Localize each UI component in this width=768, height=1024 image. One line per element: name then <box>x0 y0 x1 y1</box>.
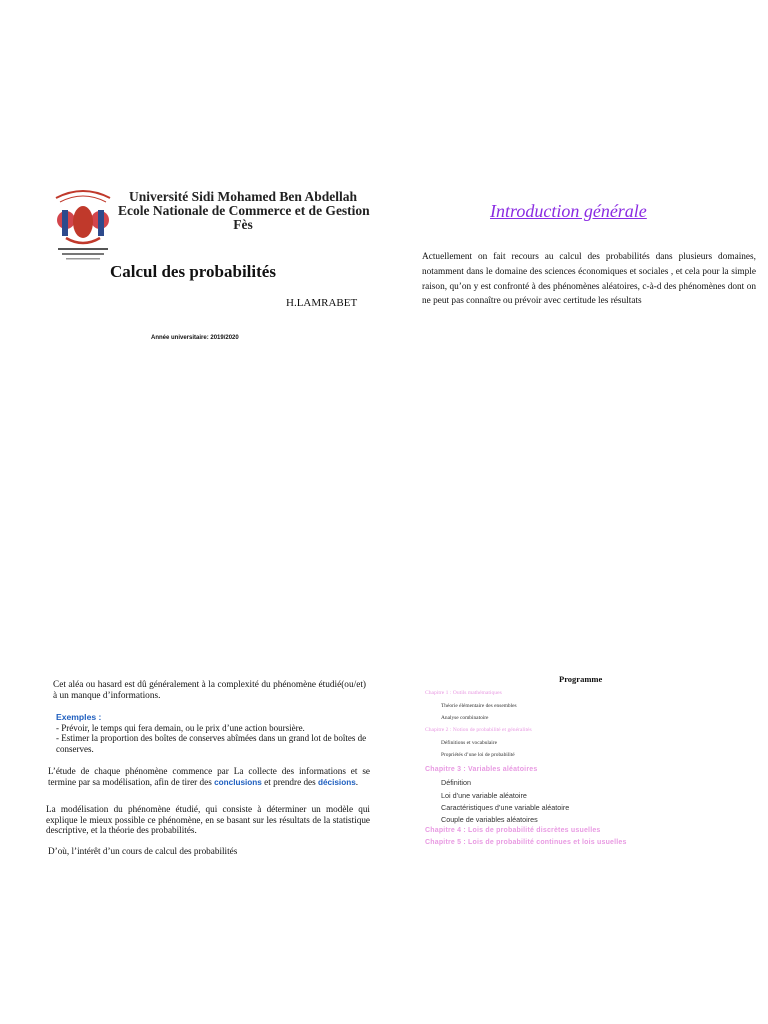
chapter-1-topic: Analyse combinatoire <box>441 715 489 721</box>
chapter-3-topic: Définition <box>441 778 471 787</box>
university-name <box>118 190 368 232</box>
city-line: Fès <box>233 217 253 232</box>
course-title: Calcul des probabilités <box>110 262 276 281</box>
paragraph-modeling: La modélisation du phénomène étudié, qui consiste à déterminer un modèle qui explique le mieux possible ce phénomène, en se basant sur les résultats de la statistique descriptive, et la théorie des probabilités. <box>46 804 370 835</box>
highlight-decisions: décisions <box>318 777 356 787</box>
programme-slide <box>415 670 755 870</box>
chapter-3: Chapitre 3 : Variables aléatoires <box>425 766 538 773</box>
intro-paragraph: Actuellement on fait recours au calcul des probabilités dans plusieurs domaines, notamment dans le domaine des sciences économiques et sociales , et cela pour la simple raison, qu’on y est confronté à des phénomènes aléatoires, c-à-d des phénomènes dont on ne peut pas connaître ou prévoir avec certitude les résultats <box>422 252 756 307</box>
introduction-slide <box>410 190 756 390</box>
intro-title: Introduction générale <box>490 201 647 221</box>
examples-title: Exemples : <box>56 712 102 722</box>
examples-block <box>56 712 370 754</box>
paragraph-conclusion: D’où, l’intérêt d’un cours de calcul des probabilités <box>48 846 238 856</box>
study-text: et prendre des <box>261 776 318 787</box>
chapter-3-topic: Caractéristiques d’une variable aléatoire <box>441 803 570 812</box>
chapter-5: Chapitre 5 : Lois de probabilité continues et lois usuelles <box>425 839 627 846</box>
university-logo <box>50 182 116 262</box>
example-item: - Estimer la proportion des boîtes de conserves abîmées dans un grand lot de boîtes de conserves. <box>56 733 367 754</box>
chapter-1-topic: Théorie élémentaire des ensembles <box>441 703 517 709</box>
chapter-2-topic: Propriétés d’une loi de probabilité <box>441 752 515 758</box>
study-text: L’étude de chaque phénomène commence par La collecte des informations et se termine par sa modélisation, afin de tirer des <box>48 766 370 787</box>
university-line: Université Sidi Mohamed Ben Abdellah <box>128 189 358 204</box>
chapter-4: Chapitre 4 : Lois de probabilité discrètes usuelles <box>425 827 601 834</box>
title-slide <box>30 170 380 420</box>
highlight-conclusions: conclusions <box>214 777 262 787</box>
author: H.LAMRABET <box>286 297 358 309</box>
programme-title: Programme <box>559 674 603 684</box>
academic-year: Année universitaire: 2019/2020 <box>151 335 239 341</box>
example-item: - Prévoir, le temps qui fera demain, ou le prix d’une action boursière. <box>56 722 305 733</box>
chapter-3-topic: Loi d’une variable aléatoire <box>441 791 527 800</box>
school-line: Ecole Nationale de Commerce et de Gestion <box>118 203 370 218</box>
context-slide <box>30 670 380 890</box>
study-text: . <box>355 776 359 787</box>
chapter-3-topic: Couple de variables aléatoires <box>441 815 538 824</box>
chapter-2: Chapitre 2 : Notion de probabilité et généralités <box>425 727 532 733</box>
paragraph-hazard: Cet aléa ou hasard est dû généralement à la complexité du phénomène étudié(ou/et) à un manque d’informations. <box>53 680 366 701</box>
paragraph-study <box>48 766 370 788</box>
chapter-2-topic: Définitions et vocabulaire <box>441 740 497 746</box>
chapter-1: Chapitre 1 : Outils mathématiques <box>425 690 502 696</box>
